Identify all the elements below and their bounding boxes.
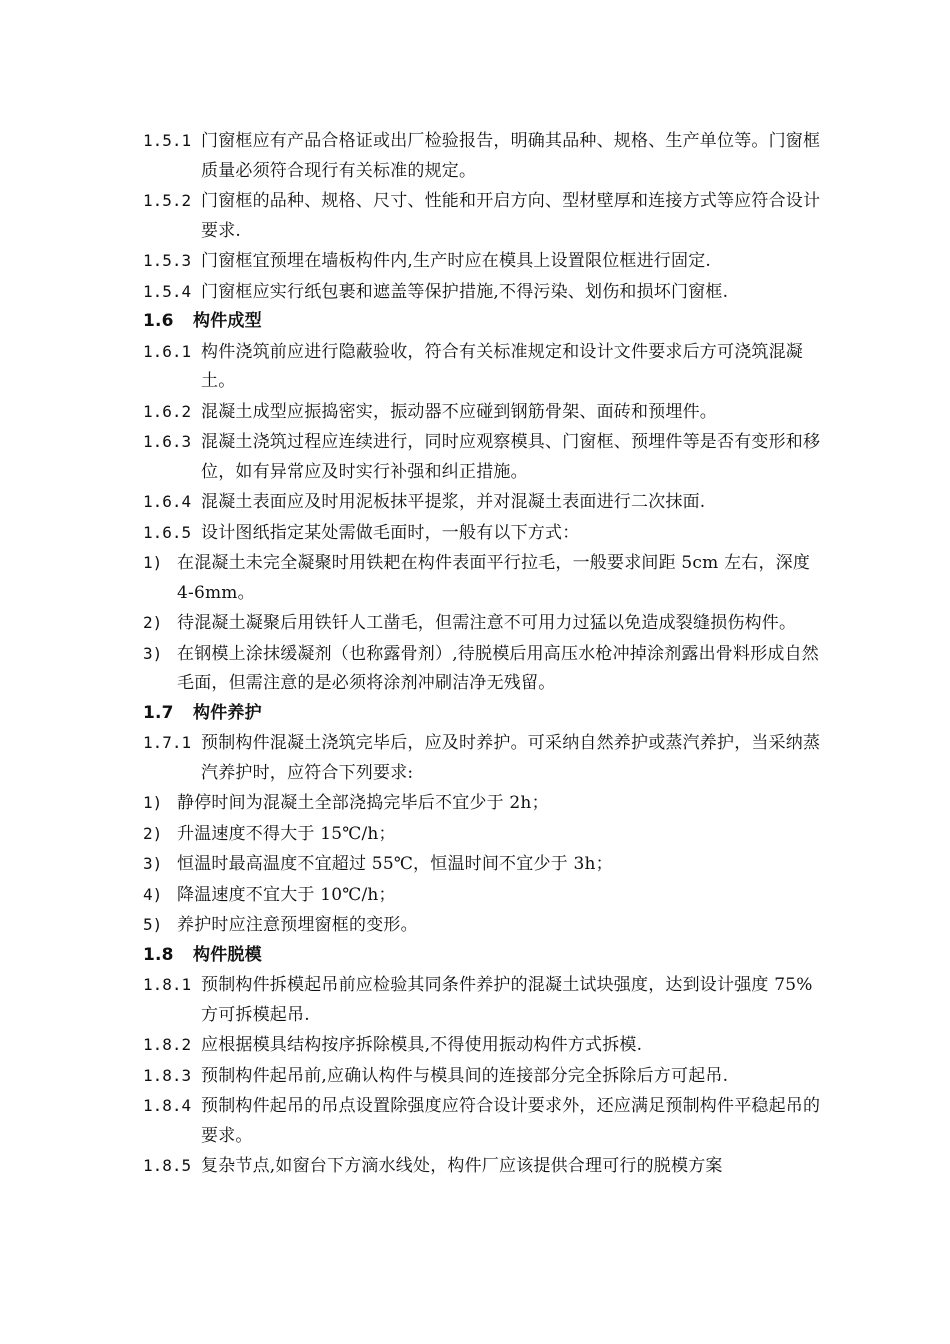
list-item	[143, 639, 823, 699]
clause-text: 设计图纸指定某处需做毛面时，一般有以下方式：	[201, 522, 580, 543]
list-text: 在钢模上涂抹缓凝剂（也称露骨剂）,待脱模后用高压水枪冲掉涂剂露出骨料形成自然毛面，但需注意的是必须将涂剂冲刷洁净无残留。	[177, 643, 820, 693]
list-item	[143, 819, 823, 850]
clause-1-6-5	[143, 518, 823, 549]
section-title: 构件养护	[193, 702, 262, 723]
clause-number: 1.8.4	[143, 1096, 192, 1115]
clause-1-8-3	[143, 1061, 823, 1092]
list-item	[143, 880, 823, 911]
list-item	[143, 849, 823, 880]
section-number: 1.6	[143, 311, 174, 331]
clause-text: 混凝土浇筑过程应连续进行，同时应观察模具、门窗框、预埋件等是否有变形和移位，如有异常应及时实行补强和纠正措施。	[201, 432, 821, 482]
section-heading-1-7	[143, 699, 823, 729]
clause-text: 混凝土成型应振捣密实，振动器不应碰到钢筋骨架、面砖和预埋件。	[201, 401, 717, 422]
clause-1-5-4	[143, 277, 823, 308]
list-text: 升温速度不得大于 15℃/h；	[177, 823, 396, 844]
clause-number: 1.8.3	[143, 1065, 192, 1085]
clause-text: 预制构件起吊前,应确认构件与模具间的连接部分完全拆除后方可起吊.	[201, 1065, 729, 1086]
clause-text: 门窗框应实行纸包裹和遮盖等保护措施,不得污染、划伤和损坏门窗框.	[201, 281, 729, 302]
list-text: 恒温时最高温度不宜超过 55℃，恒温时间不宜少于 3h；	[177, 854, 613, 874]
clause-1-6-1	[143, 337, 823, 397]
clause-1-8-4	[143, 1091, 823, 1151]
list-number: 2)	[143, 823, 163, 843]
list-text: 静停时间为混凝土全部浇捣完毕后不宜少于 2h；	[177, 793, 549, 813]
section-number: 1.7	[143, 702, 174, 723]
clause-number: 1.8.5	[143, 1156, 192, 1175]
clause-1-5-3	[143, 246, 823, 277]
clause-number: 1.5.3	[143, 251, 192, 270]
list-number: 2)	[143, 613, 163, 632]
list-number: 1)	[143, 553, 163, 572]
clause-text: 复杂节点,如窗台下方滴水线处，构件厂应该提供合理可行的脱模方案	[201, 1156, 723, 1176]
clause-number: 1.5.1	[143, 131, 192, 150]
list-item	[143, 548, 823, 608]
clause-text: 门窗框宜预埋在墙板构件内,生产时应在模具上设置限位框进行固定.	[201, 251, 712, 271]
clause-1-8-5	[143, 1151, 823, 1182]
list-item	[143, 910, 823, 941]
document-body	[143, 126, 823, 1182]
clause-text: 预制构件起吊的吊点设置除强度应符合设计要求外，还应满足预制构件平稳起吊的要求。	[201, 1096, 821, 1146]
clause-text: 门窗框应有产品合格证或出厂检验报告，明确其品种、规格、生产单位等。门窗框质量必须符合现行有关标准的规定。	[201, 131, 821, 181]
section-title: 构件脱模	[193, 944, 262, 965]
list-number: 3)	[143, 854, 163, 873]
list-item	[143, 608, 823, 639]
list-number: 5)	[143, 915, 163, 934]
clause-text: 门窗框的品种、规格、尺寸、性能和开启方向、型材壁厚和连接方式等应符合设计要求.	[201, 191, 821, 241]
section-heading-1-8	[143, 941, 823, 971]
clause-1-5-2	[143, 186, 823, 246]
clause-text: 预制构件混凝土浇筑完毕后，应及时养护。可采纳自然养护或蒸汽养护，当采纳蒸汽养护时，应符合下列要求:	[201, 733, 821, 783]
list-number: 1)	[143, 793, 163, 812]
clause-text: 构件浇筑前应进行隐蔽验收，符合有关标准规定和设计文件要求后方可浇筑混凝土。	[201, 341, 803, 391]
list-text: 养护时应注意预埋窗框的变形。	[177, 915, 418, 935]
clause-number: 1.6.3	[143, 432, 192, 451]
clause-1-6-2	[143, 397, 823, 428]
clause-1-6-3	[143, 427, 823, 487]
list-item	[143, 788, 823, 819]
clause-number: 1.8.1	[143, 975, 192, 994]
section-heading-1-6	[143, 307, 823, 337]
clause-1-5-1	[143, 126, 823, 186]
clause-1-8-2	[143, 1030, 823, 1061]
clause-text: 预制构件拆模起吊前应检验其同条件养护的混凝土试块强度，达到设计强度 75%方可拆模起吊.	[201, 975, 813, 1025]
clause-number: 1.7.1	[143, 733, 192, 752]
clause-text: 应根据模具结构按序拆除模具,不得使用振动构件方式拆模.	[201, 1035, 643, 1055]
clause-number: 1.5.2	[143, 191, 192, 210]
clause-number: 1.6.5	[143, 522, 192, 542]
list-text: 在混凝土未完全凝聚时用铁耙在构件表面平行拉毛，一般要求间距 5cm 左右，深度 4-6mm。	[177, 553, 811, 603]
clause-number: 1.6.2	[143, 401, 192, 421]
list-number: 4)	[143, 884, 163, 904]
clause-number: 1.5.4	[143, 281, 192, 301]
clause-1-7-1	[143, 728, 823, 788]
clause-number: 1.8.2	[143, 1035, 192, 1054]
section-number: 1.8	[143, 944, 174, 965]
clause-text: 混凝土表面应及时用泥板抹平提浆，并对混凝土表面进行二次抹面.	[201, 492, 706, 512]
section-title: 构件成型	[193, 311, 262, 331]
clause-number: 1.6.1	[143, 341, 192, 361]
clause-1-6-4	[143, 487, 823, 518]
list-text: 降温速度不宜大于 10℃/h；	[177, 884, 396, 905]
list-text: 待混凝土凝聚后用铁钎人工凿毛，但需注意不可用力过猛以免造成裂缝损伤构件。	[177, 613, 797, 633]
clause-1-8-1	[143, 970, 823, 1030]
clause-number: 1.6.4	[143, 492, 192, 511]
list-number: 3)	[143, 643, 163, 663]
